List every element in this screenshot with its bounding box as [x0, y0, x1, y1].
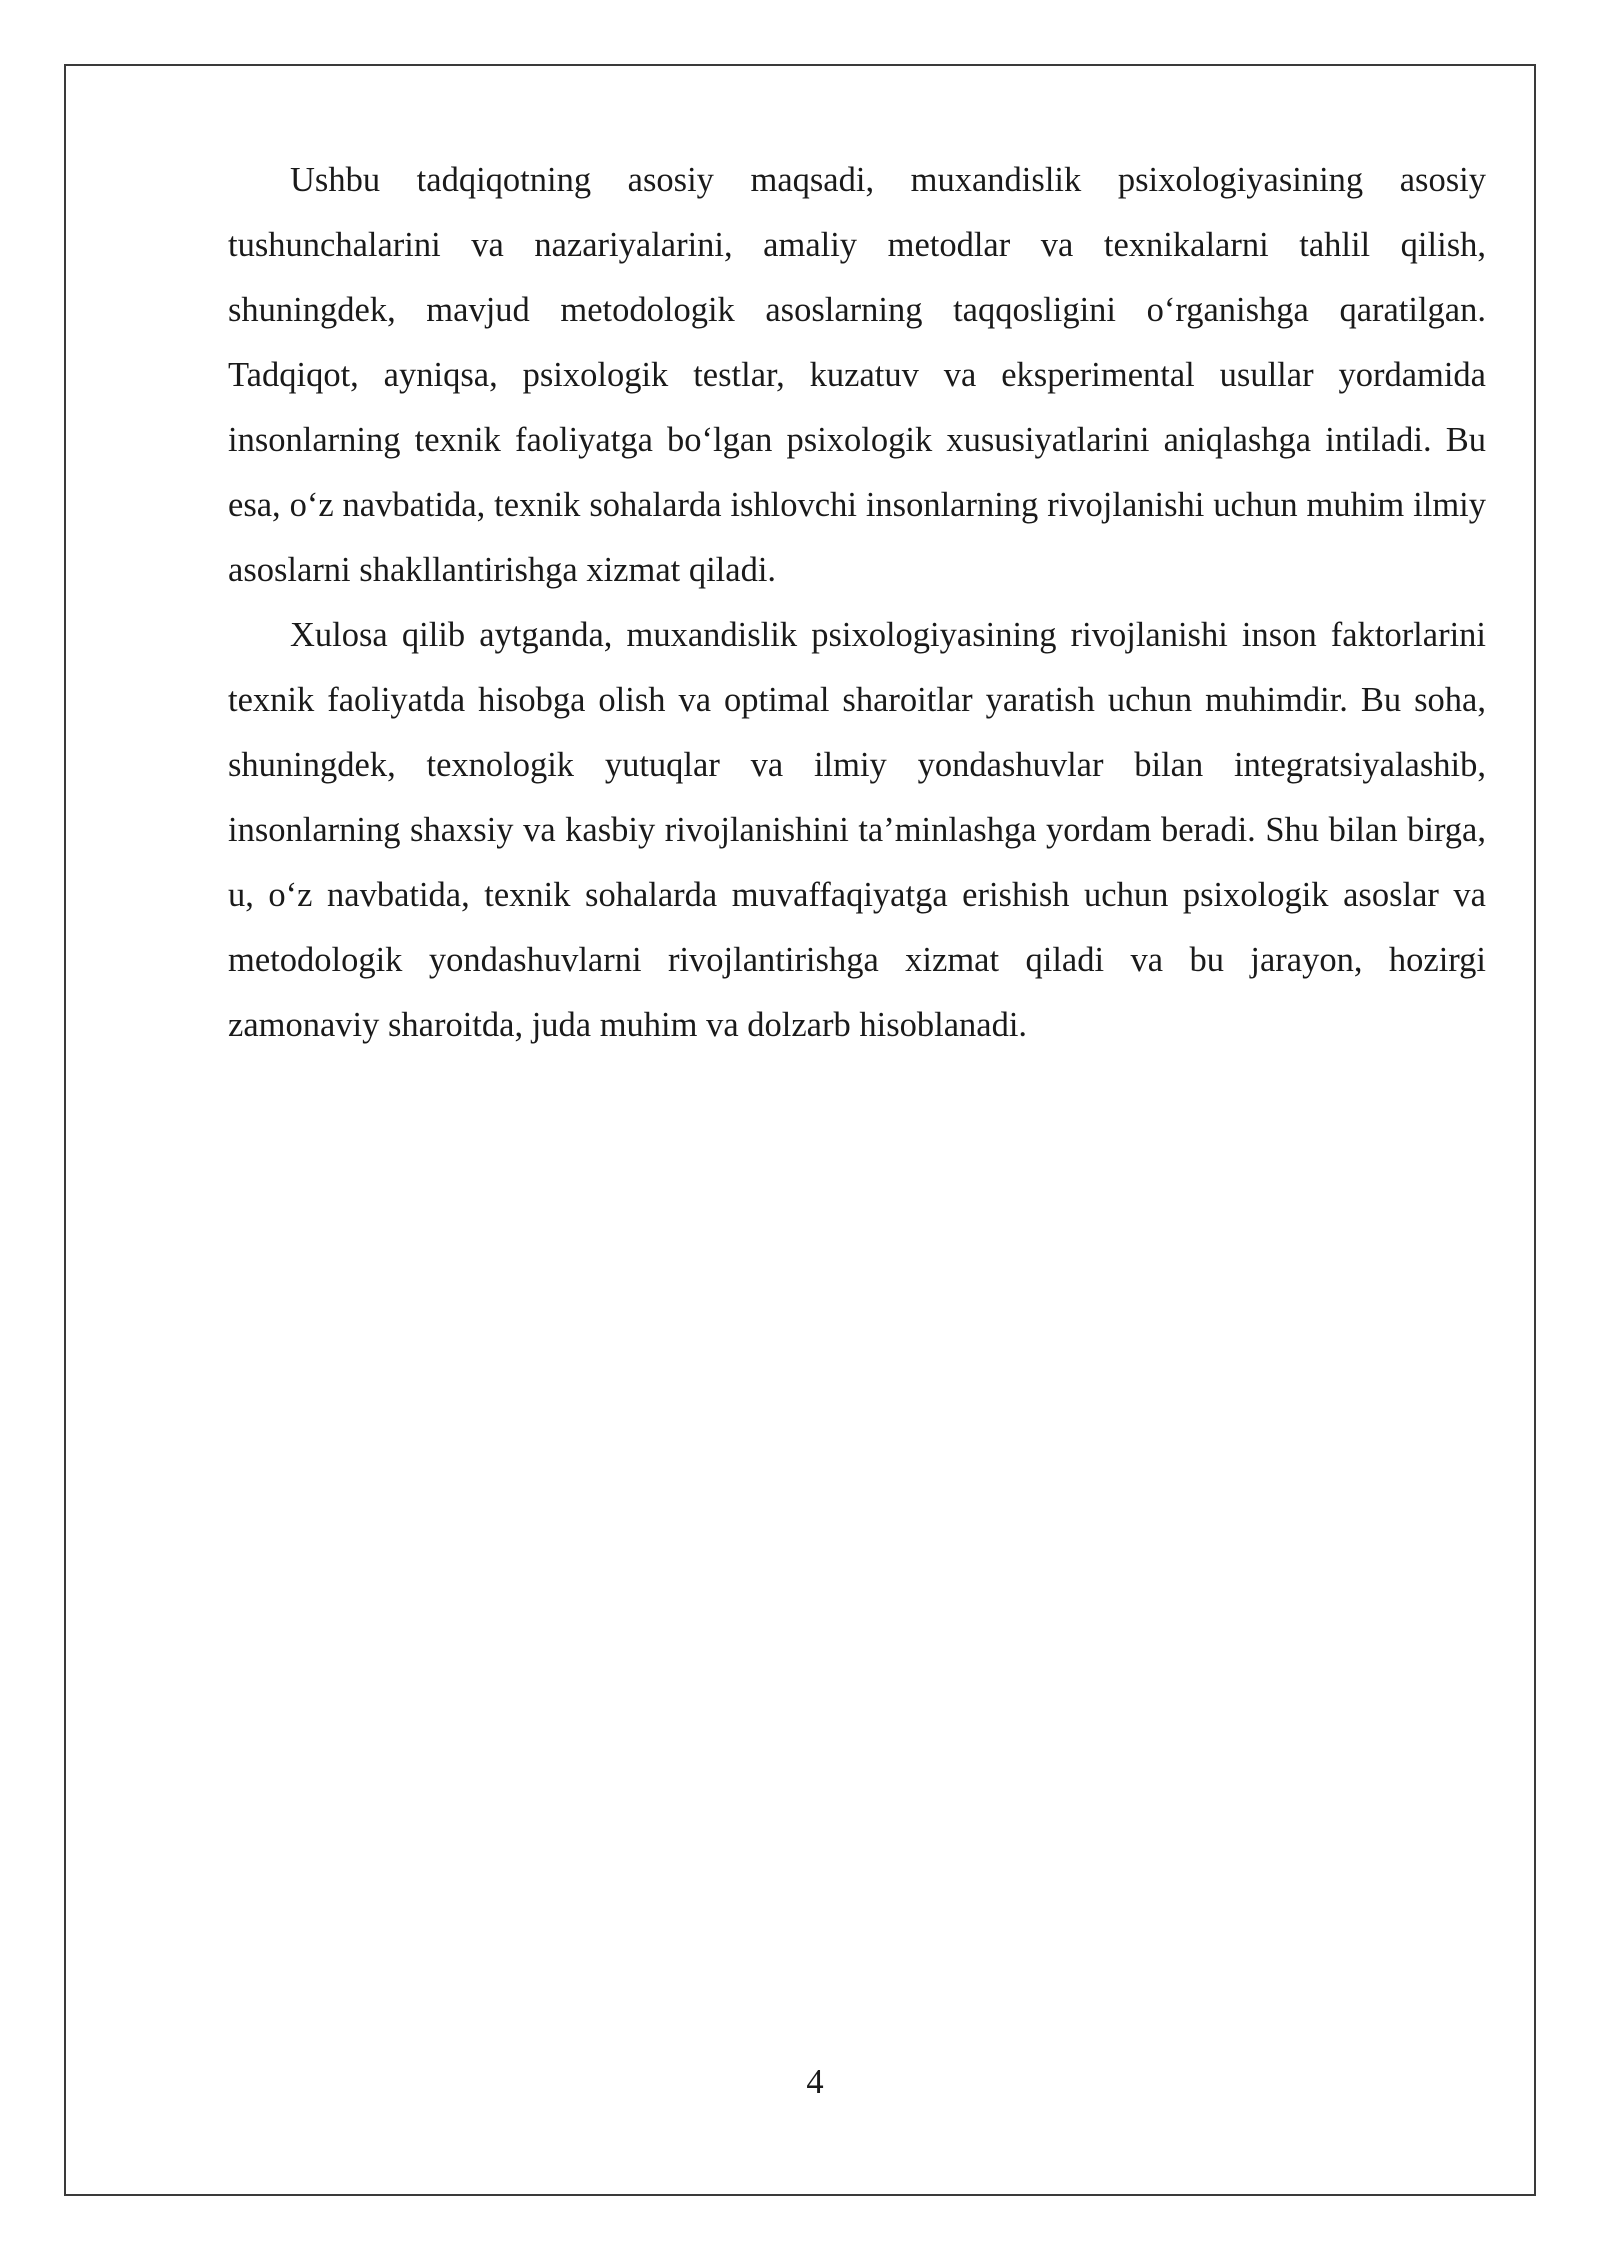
paragraph-research-aim: Ushbu tadqiqotning asosiy maqsadi, muxandislik psixologiyasining asosiy tushunchalarini va nazariyalarini, amaliy metodlar va texnikalarni tahlil qilish, shuningdek, mavjud metodologik asoslarning taqqosligini o‘rganishga qaratilgan. Tadqiqot, ayniqsa, psixologik testlar, kuzatuv va eksperimental usullar yordamida insonlarning texnik faoliyatga bo‘lgan psixologik xususiyatlarini aniqlashga intiladi. Bu esa, o‘z navbatida, texnik sohalarda ishlovchi insonlarning rivojlanishi uchun muhim ilmiy asoslarni shakllantirishga xizmat qiladi.	[228, 161, 1486, 589]
document-body	[228, 148, 1486, 1058]
page-number: 4	[806, 2063, 824, 2101]
paragraph-conclusion: Xulosa qilib aytganda, muxandislik psixologiyasining rivojlanishi inson faktorlarini texnik faoliyatda hisobga olish va optimal sharoitlar yaratish uchun muhimdir. Bu soha, shuningdek, texnologik yutuqlar va ilmiy yondashuvlar bilan integratsiyalashib, insonlarning shaxsiy va kasbiy rivojlanishini ta’minlashga yordam beradi. Shu bilan birga, u, o‘z navbatida, texnik sohalarda muvaffaqiyatga erishish uchun psixologik asoslar va metodologik yondashuvlarni rivojlantirishga xizmat qiladi va bu jarayon, hozirgi zamonaviy sharoitda, juda muhim va dolzarb hisoblanadi.	[228, 616, 1486, 1044]
